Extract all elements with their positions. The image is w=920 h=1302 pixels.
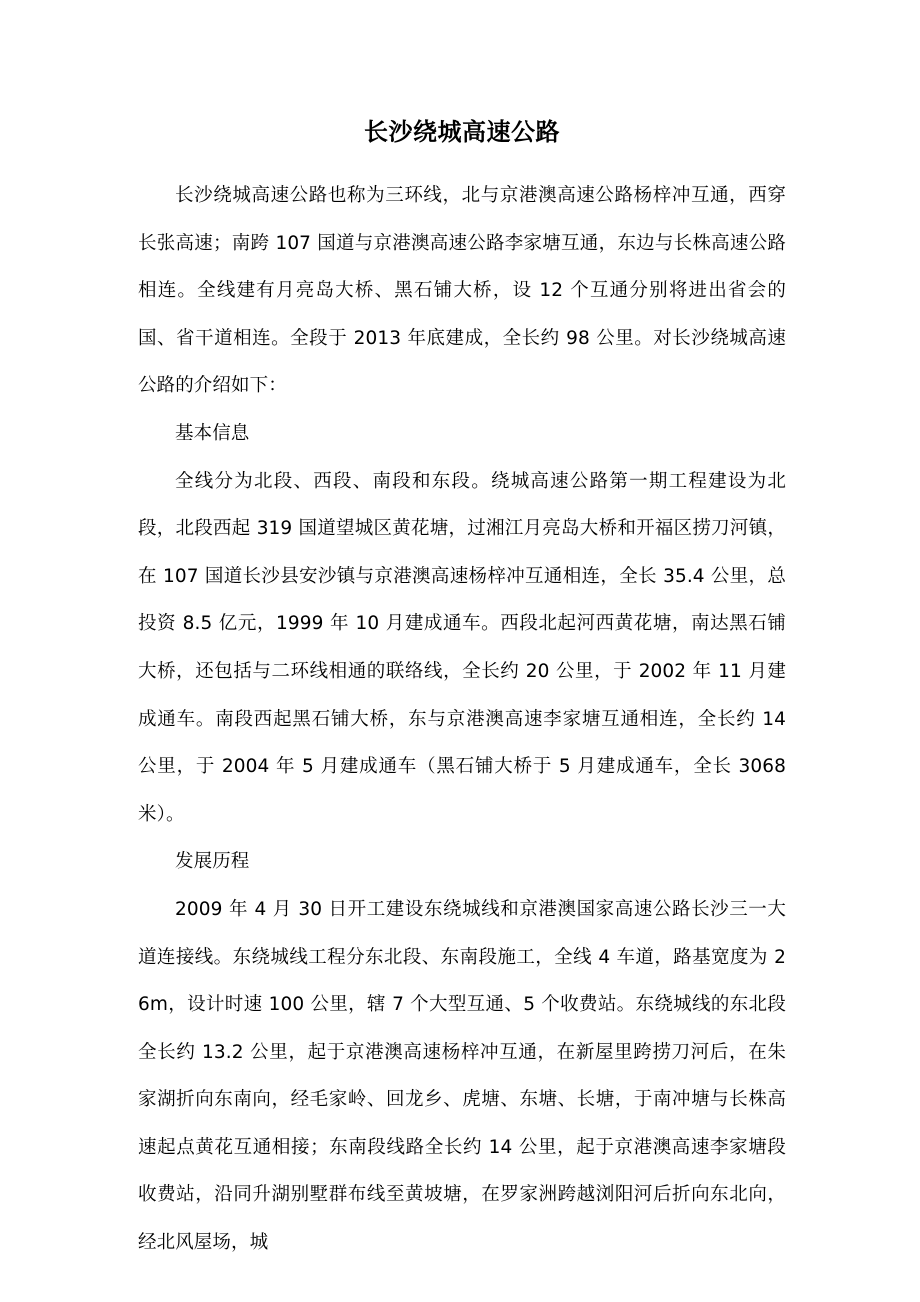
basic-info-paragraph: 全线分为北段、西段、南段和东段。绕城高速公路第一期工程建设为北段，北段西起 319 国道望城区黄花塘，过湘江月亮岛大桥和开福区捞刀河镇，在 107 国道长沙县安沙镇与京港澳高速杨梓冲互通相连，全长 35.4 公里，总投资 8.5 亿元，1999 年 10 月建成通车。西段北起河西黄花塘，南达黑石铺大桥，还包括与二环线相通的联络线，全长约 20 公里，于 2002 年 11 月建成通车。南段西起黑石铺大桥，东与京港澳高速李家塘互通相连，全长约 14 公里，于 2004 年 5 月建成通车（黑石铺大桥于 5 月建成通车，全长 3068 米）。 (138, 470, 786, 825)
page-title: 长沙绕城高速公路 (364, 118, 560, 146)
section-heading-development-history: 发展历程 (175, 851, 250, 873)
development-history-paragraph: 2009 年 4 月 30 日开工建设东绕城线和京港澳国家高速公路长沙三一大道连接线。东绕城线工程分东北段、东南段施工，全线 4 车道，路基宽度为 26m，设计时速 100 公里，辖 7 个大型互通、5 个收费站。东绕城线的东北段全长约 13.2 公里，起于京港澳高速杨梓冲互通，在新屋里跨捞刀河后，在朱家湖折向东南向，经毛家岭、回龙乡、虎塘、东塘、长塘，于南冲塘与长株高速起点黄花互通相接；东南段线路全长约 14 公里，起于京港澳高速李家塘段收费站，沿同升湖别墅群布线至黄坡塘，在罗家洲跨越浏阳河后折向东北向，经北风屋场，城 (138, 898, 786, 1254)
intro-paragraph: 长沙绕城高速公路也称为三环线，北与京港澳高速公路杨梓冲互通，西穿长张高速；南跨 107 国道与京港澳高速公路李家塘互通，东边与长株高速公路相连。全线建有月亮岛大桥、黑石铺大桥，设 12 个互通分别将进出省会的国、省干道相连。全段于 2013 年底建成，全长约 98 公里。对长沙绕城高速公路的介绍如下： (138, 185, 786, 397)
document-body (138, 0, 786, 1267)
section-heading-basic-info: 基本信息 (175, 422, 250, 444)
